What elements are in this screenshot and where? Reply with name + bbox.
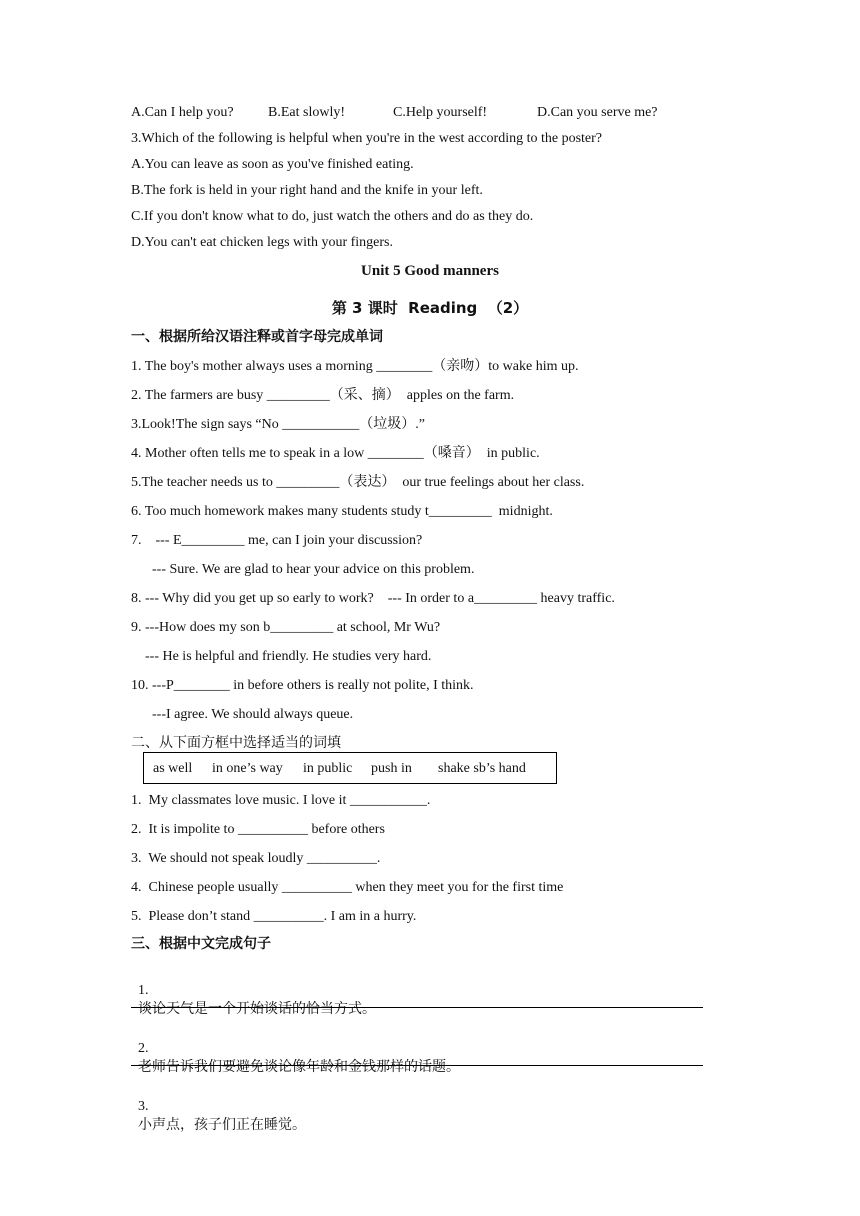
section2-item: 3. We should not speak loudly __________. (131, 851, 381, 866)
section1-item: --- Sure. We are glad to hear your advice on this problem. (131, 562, 475, 577)
q3-option-a: A.You can leave as soon as you've finished eating. (131, 157, 414, 172)
q3-option-b: B.The fork is held in your right hand and the knife in your left. (131, 183, 483, 198)
section1-item: 1. The boy's mother always uses a morning ________（亲吻）to wake him up. (131, 359, 579, 374)
section1-item: 8. --- Why did you get up so early to work? --- In order to a_________ heavy traffic. (131, 591, 615, 606)
q3-option-d: D.You can't eat chicken legs with your fingers. (131, 235, 393, 250)
section3-heading: 三、根据中文完成句子 (131, 936, 271, 952)
section1-item: ---I agree. We should always queue. (131, 707, 354, 722)
section2-item: 2. It is impolite to __________ before others (131, 822, 385, 837)
word-option: in one’s way (212, 761, 283, 776)
item-number: 3. (138, 1099, 149, 1114)
answer-line (131, 1065, 703, 1066)
q3-option-c: C.If you don't know what to do, just watch the others and do as they do. (131, 209, 534, 224)
q2-option-c: C.Help yourself! (393, 105, 488, 120)
section1-item: 7. --- E_________ me, can I join your discussion? (131, 533, 423, 548)
section3-item (131, 1022, 460, 1077)
section1-item: 10. ---P________ in before others is really not polite, I think. (131, 678, 474, 693)
word-option: in public (303, 761, 353, 776)
q2-option-a: A.Can I help you? (131, 105, 234, 120)
lesson-title: 第 3 课时 Reading （2） (331, 299, 529, 317)
section2-item: 1. My classmates love music. I love it ___________. (131, 793, 431, 808)
section2-item: 5. Please don’t stand __________. I am in a hurry. (131, 909, 417, 924)
section1-item: 6. Too much homework makes many students study t_________ midnight. (131, 504, 553, 519)
section1-item: 2. The farmers are busy _________（采、摘） apples on the farm. (131, 388, 515, 403)
section3-item (131, 1080, 306, 1135)
word-option: shake sb’s hand (438, 761, 526, 776)
item-number: 2. (138, 1041, 149, 1056)
section1-item: 3.Look!The sign says “No ___________（垃圾）.” (131, 417, 425, 432)
q2-option-b: B.Eat slowly! (268, 105, 345, 120)
item-chinese-text: 谈论天气是一个开始谈话的恰当方式。 (138, 1001, 376, 1017)
answer-line (131, 1007, 703, 1008)
section3-item (131, 964, 376, 1019)
word-option: as well (153, 761, 193, 776)
section1-heading: 一、根据所给汉语注释或首字母完成单词 (131, 329, 383, 345)
section1-item: 9. ---How does my son b_________ at school, Mr Wu? (131, 620, 441, 635)
section1-item: --- He is helpful and friendly. He studies very hard. (131, 649, 432, 664)
item-chinese-text: 老师告诉我们要避免谈论像年龄和金钱那样的话题。 (138, 1059, 460, 1075)
word-box (143, 752, 557, 784)
q3-question: 3.Which of the following is helpful when you're in the west according to the poster? (131, 131, 603, 146)
item-chinese-text: 小声点，孩子们正在睡觉。 (138, 1117, 306, 1133)
item-number: 1. (138, 983, 149, 998)
q2-option-d: D.Can you serve me? (537, 105, 658, 120)
section1-item: 5.The teacher needs us to _________（表达） our true feelings about her class. (131, 475, 585, 490)
section2-item: 4. Chinese people usually __________ when they meet you for the first time (131, 880, 564, 895)
section1-item: 4. Mother often tells me to speak in a low ________（嗓音） in public. (131, 446, 540, 461)
word-option: push in (371, 761, 412, 776)
section2-heading: 二、从下面方框中选择适当的词填 (131, 735, 341, 751)
unit-title: Unit 5 Good manners (361, 263, 499, 279)
